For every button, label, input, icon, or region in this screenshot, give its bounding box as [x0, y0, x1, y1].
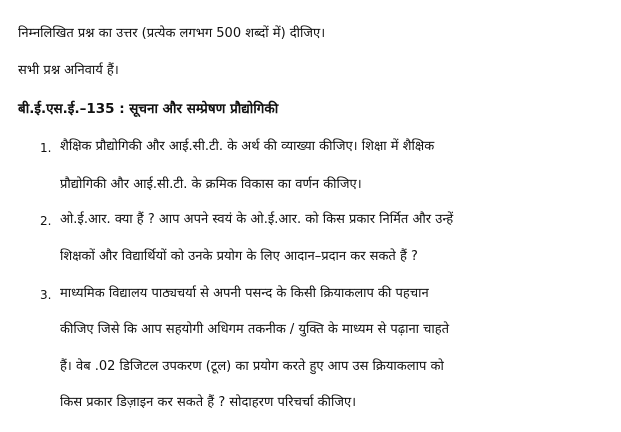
question-number: 1. [40, 141, 52, 155]
question-line: शैक्षिक प्रौद्योगिकी और आई.सी.टी. के अर्थ की व्याख्या कीजिए। शिक्षा में शैक्षिक [60, 139, 435, 154]
question-number: 2. [40, 214, 52, 228]
question-line: हैं। वेब .02 डिजिटल उपकरण (टूल) का प्रयोग करते हुए आप उस क्रियाकलाप को [60, 359, 444, 374]
instruction-text: निम्नलिखित प्रश्न का उत्तर (प्रत्येक लगभग 500 शब्दों में) दीजिए। [18, 26, 326, 41]
question-line: शिक्षकों और विद्यार्थियों को उनके प्रयोग के लिए आदान–प्रदान कर सकते हैं ? [60, 249, 418, 264]
course-heading: बी.ई.एस.ई.–135 : सूचना और सम्प्रेषण प्रौद्योगिकी [18, 101, 279, 117]
question-line: किस प्रकार डिज़ाइन कर सकते हैं ? सोदाहरण परिचर्चा कीजिए। [60, 395, 357, 410]
question-number: 3. [40, 288, 52, 302]
question-line: माध्यमिक विद्यालय पाठ्यचर्या से अपनी पसन्द के किसी क्रियाकलाप की पहचान [60, 286, 429, 301]
question-line: प्रौद्योगिकी और आई.सी.टी. के क्रमिक विकास का वर्णन कीजिए। [60, 177, 362, 192]
question-line: कीजिए जिसे कि आप सहयोगी अधिगम तकनीक / युक्ति के माध्यम से पढ़ाना चाहते [60, 322, 450, 337]
question-line: ओ.ई.आर. क्या हैं ? आप अपने स्वयं के ओ.ई.आर. को किस प्रकार निर्मित और उन्हें [60, 212, 454, 227]
compulsory-note: सभी प्रश्न अनिवार्य हैं। [18, 63, 119, 78]
